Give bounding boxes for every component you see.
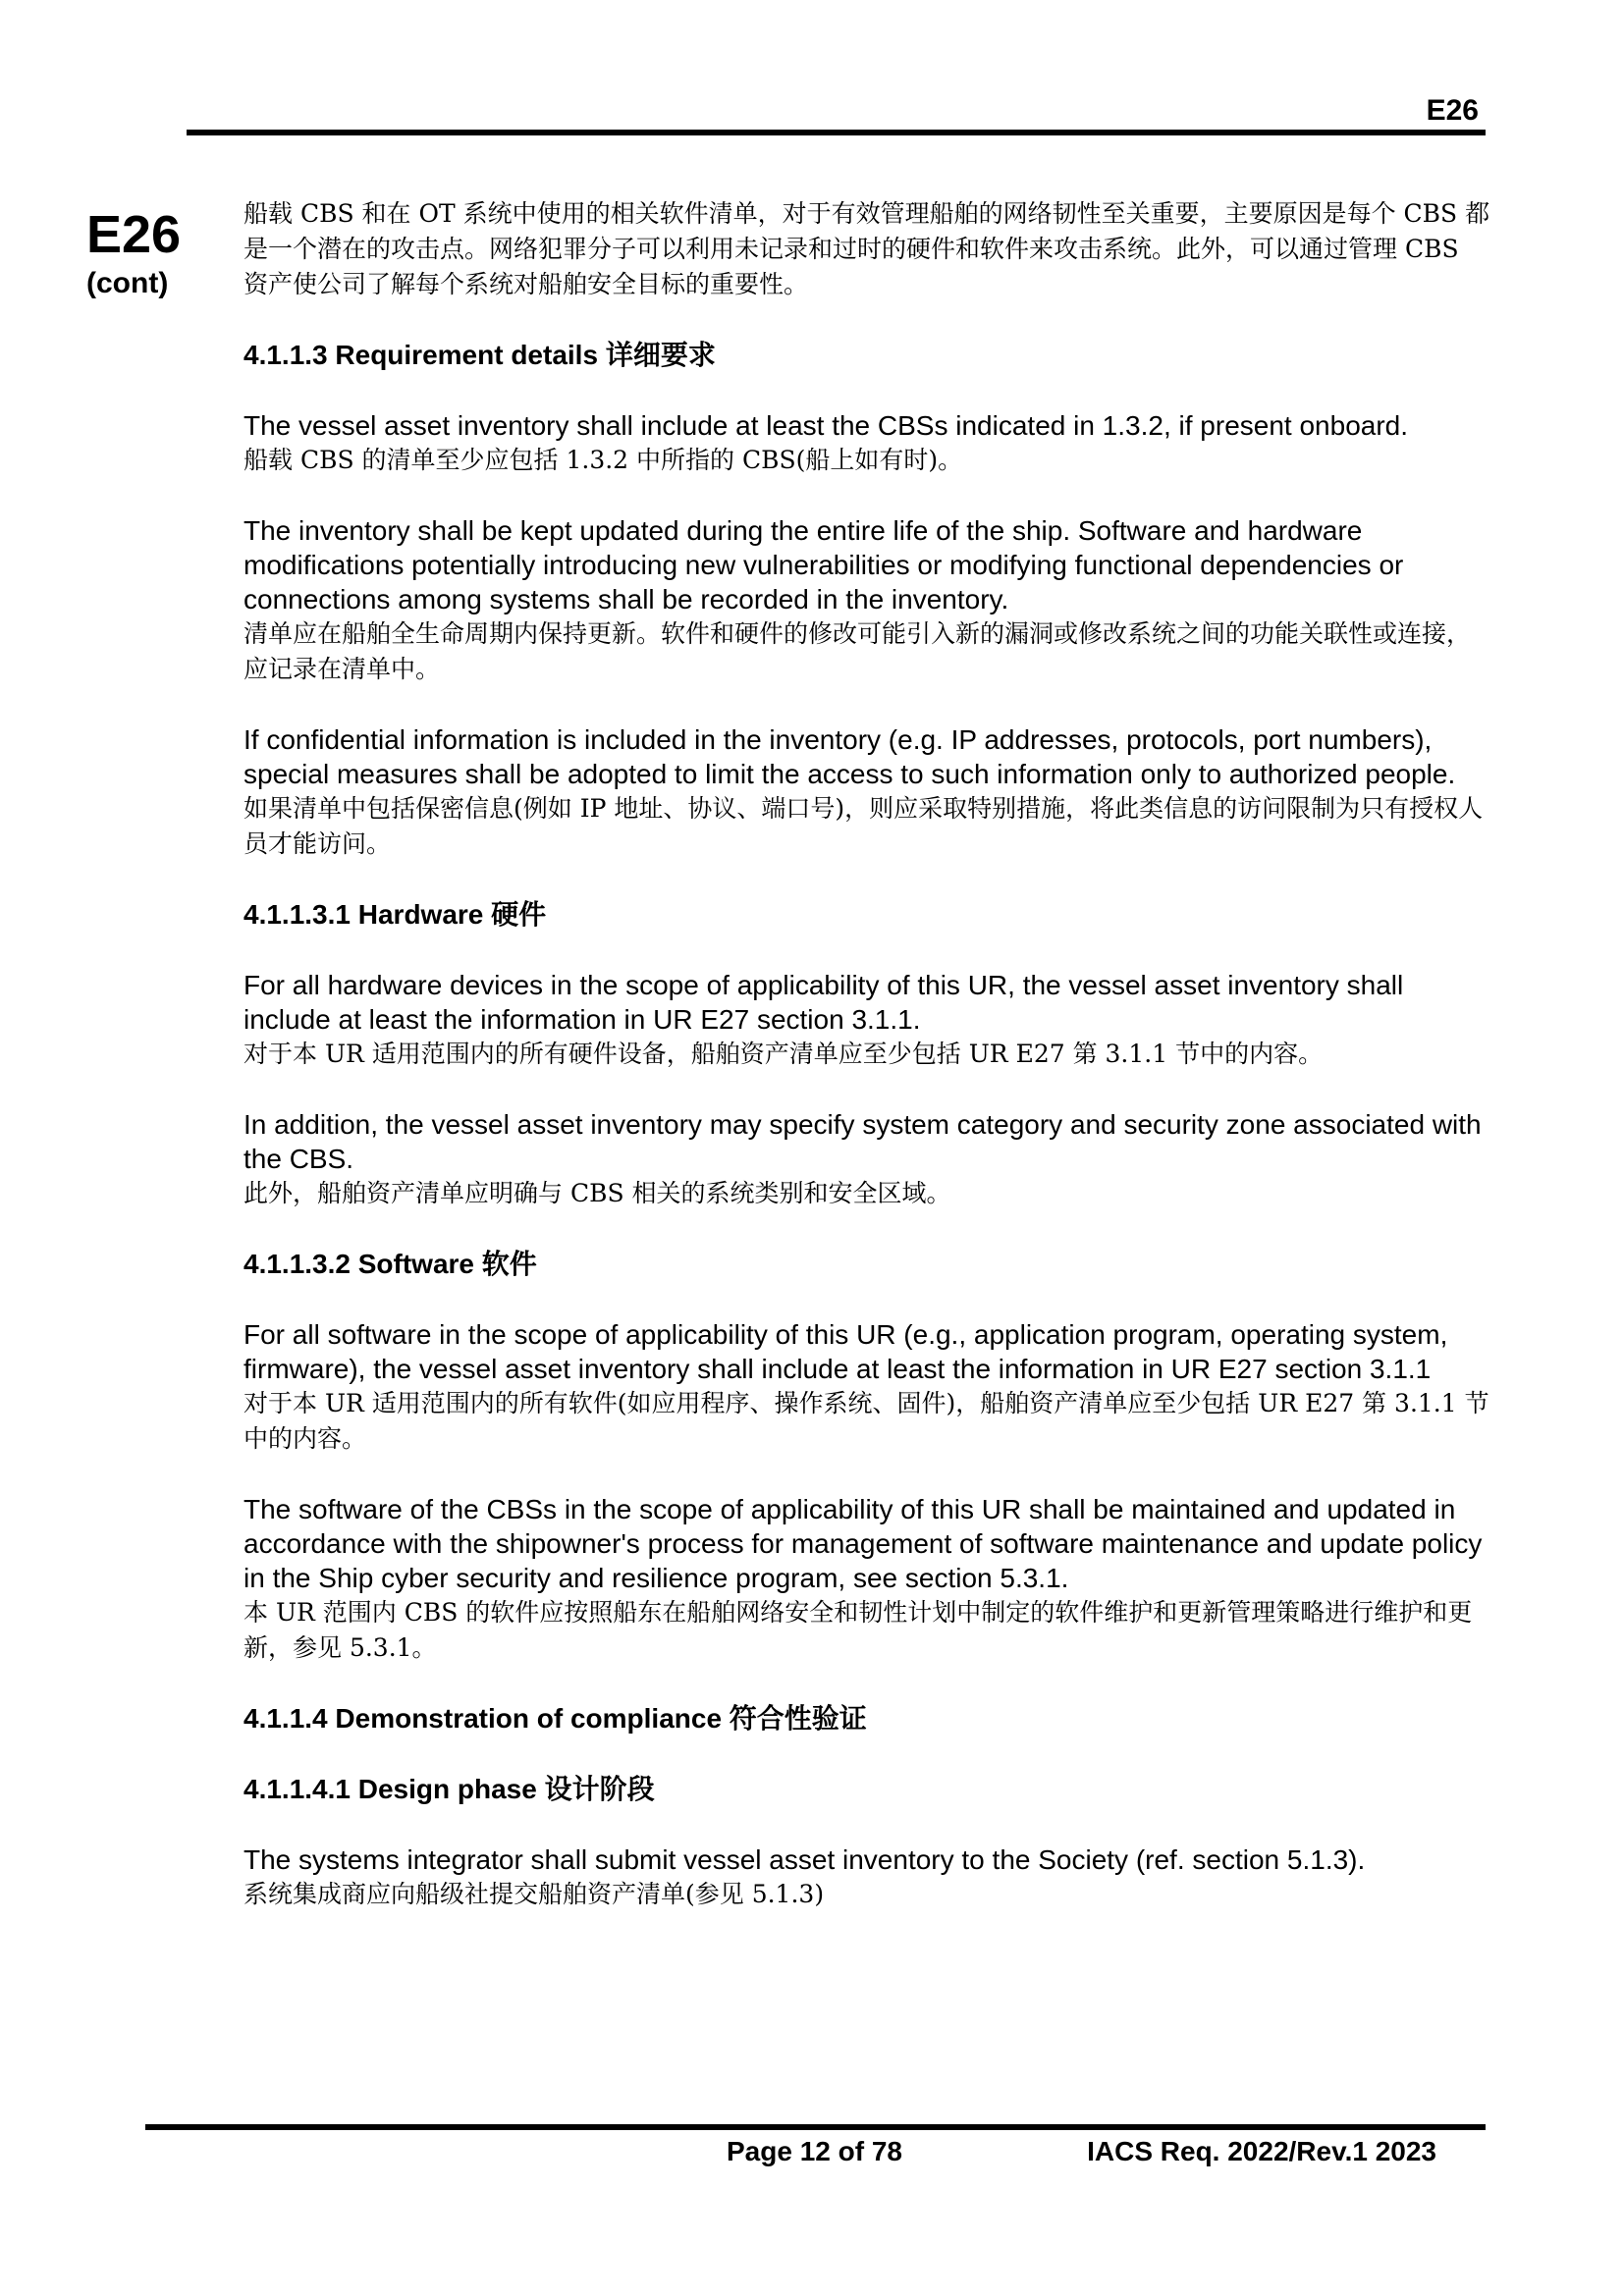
para-4113-1 <box>243 408 1490 478</box>
para-4113-2 <box>243 513 1490 687</box>
heading-4113: 4.1.1.3 Requirement details 详细要求 <box>243 340 716 370</box>
para-zh: 对于本 UR 适用范围内的所有软件(如应用程序、操作系统、固件)，船舶资产清单应至少包括 UR E27 第 3.1.1 节中的内容。 <box>243 1389 1489 1453</box>
para-zh: 系统集成商应向船级社提交船舶资产清单(参见 5.1.3) <box>243 1880 825 1908</box>
side-cont: (cont) <box>86 267 169 299</box>
para-41131-1 <box>243 968 1490 1072</box>
para-en: For all hardware devices in the scope of applicability of this UR, the vessel asset inventory shall include at least the information in UR E27 section 3.1.1. <box>243 970 1404 1035</box>
intro-zh: 船载 CBS 和在 OT 系统中使用的相关软件清单，对于有效管理船舶的网络韧性至关重要，主要原因是每个 CBS 都是一个潜在的攻击点。网络犯罪分子可以利用未记录和过时的硬件和软件来攻击系统。此外，可以通过管理 CBS 资产使公司了解每个系统对船舶安全目标的重要性。 <box>243 199 1490 298</box>
footer-rule <box>145 2124 1486 2130</box>
para-en: If confidential information is included in the inventory (e.g. IP addresses, protocols, port numbers), special measures shall be adopted to limit the access to such information only to authorized people. <box>243 724 1456 789</box>
para-41132-1 <box>243 1317 1490 1457</box>
header-rule <box>187 130 1486 135</box>
para-zh: 此外，船舶资产清单应明确与 CBS 相关的系统类别和安全区域。 <box>243 1179 951 1207</box>
footer-reference: IACS Req. 2022/Rev.1 2023 <box>1087 2136 1436 2166</box>
para-4113-3 <box>243 722 1490 862</box>
heading-41141: 4.1.1.4.1 Design phase 设计阶段 <box>243 1774 655 1804</box>
footer-page-number: Page 12 of 78 <box>727 2136 902 2166</box>
para-zh: 清单应在船舶全生命周期内保持更新。软件和硬件的修改可能引入新的漏洞或修改系统之间的功能关联性或连接，应记录在清单中。 <box>243 619 1472 683</box>
side-code: E26 <box>86 205 182 264</box>
para-zh: 如果清单中包括保密信息(例如 IP 地址、协议、端口号)，则应采取特别措施，将此类信息的访问限制为只有授权人员才能访问。 <box>243 794 1484 858</box>
heading-41132: 4.1.1.3.2 Software 软件 <box>243 1249 537 1279</box>
para-en: The inventory shall be kept updated during the entire life of the ship. Software and hardware modifications potentially introducing new vulnerabilities or modifying functional dependencies or connections among systems shall be recorded in the inventory. <box>243 515 1404 614</box>
para-en: The systems integrator shall submit vessel asset inventory to the Society (ref. section 5.1.3). <box>243 1844 1366 1875</box>
para-en: The software of the CBSs in the scope of applicability of this UR shall be maintained and updated in accordance with the shipowner's process for management of software maintenance and update policy in the Ship cyber security and resilience program, see section 5.3.1. <box>243 1494 1483 1593</box>
para-en: In addition, the vessel asset inventory may specify system category and security zone associated with the CBS. <box>243 1109 1482 1174</box>
heading-41131: 4.1.1.3.1 Hardware 硬件 <box>243 899 547 930</box>
para-en: The vessel asset inventory shall include at least the CBSs indicated in 1.3.2, if present onboard. <box>243 410 1409 441</box>
para-41131-2 <box>243 1107 1490 1211</box>
heading-4114: 4.1.1.4 Demonstration of compliance 符合性验证 <box>243 1703 867 1734</box>
para-zh: 本 UR 范围内 CBS 的软件应按照船东在船舶网络安全和韧性计划中制定的软件维护和更新管理策略进行维护和更新，参见 5.3.1。 <box>243 1598 1473 1662</box>
para-en: For all software in the scope of applicability of this UR (e.g., application program, operating system, firmware), the vessel asset inventory shall include at least the information in UR E27 section 3.1.1 <box>243 1319 1448 1384</box>
para-41141-1 <box>243 1842 1490 1912</box>
para-41132-2 <box>243 1492 1490 1666</box>
page-content <box>243 196 1490 1948</box>
para-zh: 船载 CBS 的清单至少应包括 1.3.2 中所指的 CBS(船上如有时)。 <box>243 446 963 474</box>
header-code: E26 <box>1426 94 1479 127</box>
para-zh: 对于本 UR 适用范围内的所有硬件设备，船舶资产清单应至少包括 UR E27 第 3.1.1 节中的内容。 <box>243 1040 1324 1068</box>
